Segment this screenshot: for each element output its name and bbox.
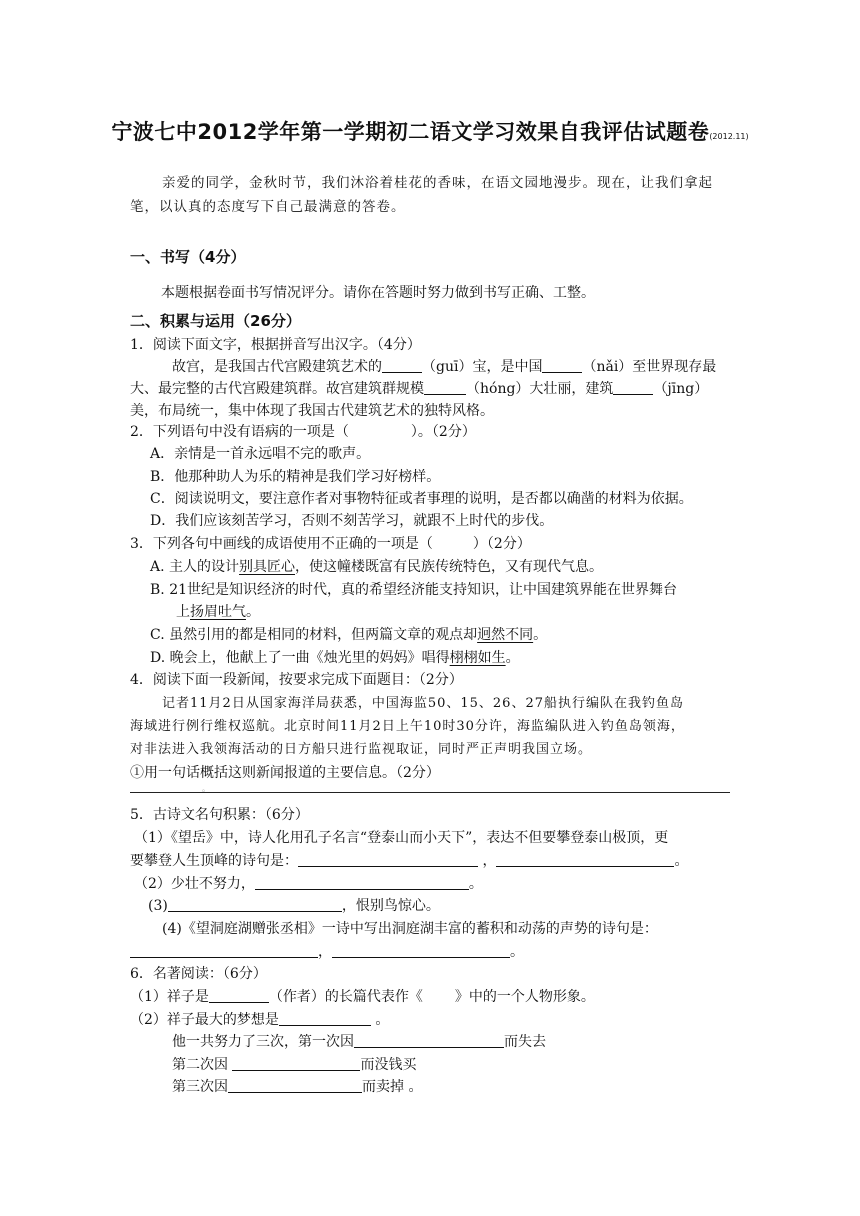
q6-item-1-c: 》中的一个人物形象。 [454,989,595,1005]
q3-option-c [150,624,547,646]
q1-text-1c: （nǎi）至世界现存最 [582,359,717,375]
q5-stem: 5．古诗文名句积累：（6分） [130,807,309,823]
q2-stem-a: 2．下列语句中没有语病的一项是（ [130,424,349,440]
q1-text-2b: （hóng）大壮丽，建筑 [466,381,614,397]
q6-item-2-b: 。 [375,1012,390,1028]
q2-stem [130,421,476,443]
q6-line-1-b: 而失去 [504,1034,546,1050]
q2-stem-b: ）。（2分） [410,424,476,440]
q3-d-idiom: 栩栩如生 [449,650,506,666]
q5-item-1-lead: 要攀登人生顶峰的诗句是： [130,853,298,869]
q5-item-2: （2）少壮不努力， 。 [134,873,483,895]
q5-item-1-answer: 要攀登人生顶峰的诗句是： ， 。 [130,850,688,872]
q6-line-2-a: 第二次因 [172,1057,228,1073]
q1-line-1 [172,356,716,378]
q6-item-1-b: （作者）的长篇代表作《 [268,989,423,1005]
q1-stem: 1．阅读下面文字，根据拼音写出汉字。（4分） [130,337,421,353]
exam-title [60,116,800,146]
q5-item-3-tail: ，恨别鸟惊心。 [341,898,440,914]
q5-blank-4b[interactable] [332,941,510,958]
q5-blank-2[interactable] [255,873,469,890]
q3-option-b-line-2 [176,601,260,623]
q5-item-3-lead: (3) [148,898,168,914]
q4-answer-mark: 。 [202,784,210,793]
q6-blank-second[interactable] [232,1054,360,1071]
q5-item-1: （1）《望岳》中，诗人化用孔子名言“登泰山而小天下”，表达不但要攀登泰山极顶，更 [134,830,669,846]
q3-option-a [150,556,603,578]
q3-c-pre: C. 虽然引用的都是相同的材料，但两篇文章的观点却 [150,627,478,643]
q6-blank-third[interactable] [228,1076,362,1093]
q5-item-4-answer: ， 。 [130,941,524,963]
q5-blank-4a[interactable] [130,941,318,958]
q6-item-2 [130,1009,389,1031]
q2-option-b: B．他那种助人为乐的精神是我们学习好榜样。 [150,469,441,485]
q3-a-pre: A. 主人的设计 [150,559,240,575]
q3-b-post: 。 [246,604,260,620]
intro-line-1: 亲爱的同学，金秋时节，我们沐浴着桂花的香味，在语文园地漫步。现在，让我们拿起 [162,175,713,191]
q6-item-1-a: （1）祥子是 [130,989,209,1005]
q5-item-3 [148,895,440,917]
q5-item-4: (4)《望洞庭湖赠张丞相》一诗中写出洞庭湖丰富的蓄积和动荡的声势的诗句是： [162,921,658,937]
q3-option-d [150,647,520,669]
q1-blank-gui[interactable] [382,356,422,373]
title-text: 宁波七中2012学年第一学期初二语文学习效果自我评估试题卷 [111,120,710,144]
q6-blank-author[interactable] [209,986,269,1003]
q6-line-2 [172,1054,416,1076]
q3-option-b-line-1: B. 21世纪是知识经济的时代，真的希望经济能支持知识，让中国建筑界能在世界舞台 [150,582,678,598]
q3-c-idiom: 迥然不同 [477,627,534,643]
q4-answer-line[interactable] [130,792,730,793]
q2-option-c: C．阅读说明文，要注意作者对事物特征或者事理的说明，是否都以确凿的材料为依据。 [150,491,693,507]
q3-b-pre: 上 [176,604,190,620]
q4-news-line-1: 记者11月2日从国家海洋局获悉，中国海监50、15、26、27船执行编队在我钓鱼岛 [162,696,684,711]
q3-d-pre: D. 晚会上，他献上了一曲《烛光里的妈妈》唱得 [150,650,450,666]
q4-news-line-3: 对非法进入我领海活动的日方船只进行监视取证，同时严正声明我国立场。 [130,742,593,757]
q3-c-post: 。 [533,627,548,643]
q1-text-1a: 故宫，是我国古代宫殿建筑艺术的 [172,359,382,375]
q5-blank-1a[interactable] [298,850,478,867]
q6-item-1 [130,986,595,1008]
q4-news-line-2: 海域进行例行维权巡航。北京时间11月2日上午10时30分许，海监编队进入钓鱼岛领海， [130,719,685,734]
q1-blank-jing[interactable] [613,378,653,395]
q5-blank-1b[interactable] [496,850,674,867]
q1-line-2 [130,378,708,400]
q1-text-1b: （guī）宝，是中国 [422,359,543,375]
q3-stem-b: ）（2分） [472,536,531,552]
q3-a-idiom: 别具匠心 [239,559,296,575]
q6-line-1-a: 他一共努力了三次，第一次因 [172,1034,354,1050]
q1-blank-nai[interactable] [542,356,582,373]
q1-blank-hong[interactable] [424,378,466,395]
q4-sub-question: ①用一句话概括这则新闻报道的主要信息。（2分） [130,765,440,781]
intro-line-2: 笔，以认真的态度写下自己最满意的答卷。 [130,199,406,215]
q2-option-a: A．亲情是一首永远唱不完的歌声。 [150,446,371,462]
q2-option-d: D．我们应该刻苦学习，否则不刻苦学习，就跟不上时代的步伐。 [150,513,554,529]
q1-line-3: 美，布局统一，集中体现了我国古代建筑艺术的独特风格。 [130,403,494,419]
q5-blank-3[interactable] [168,895,342,912]
q3-a-post: ，使这幢楼既富有民族传统特色，又有现代气息。 [295,559,604,575]
section-2-heading: 二、积累与运用（26分） [130,312,301,330]
q5-item-2-lead: （2）少壮不努力， [134,876,255,892]
q6-line-1 [172,1031,546,1053]
q3-d-post: 。 [505,650,520,666]
q6-line-3 [172,1076,422,1098]
q6-blank-first[interactable] [354,1031,504,1048]
q3-b-idiom: 扬眉吐气 [190,604,246,620]
section-1-heading: 一、书写（4分） [130,248,246,266]
section-1-text: 本题根据卷面书写情况评分。请你在答题时努力做到书写正确、工整。 [161,285,595,301]
q3-stem-a: 3．下列各句中画线的成语使用不正确的一项是（ [130,536,433,552]
q6-line-2-b: 而没钱买 [360,1057,417,1073]
q1-text-2a: 大、最完整的古代宫殿建筑群。故宫建筑群规模 [130,381,424,397]
q3-stem [130,533,531,555]
title-date: (2012.11) [709,132,749,141]
q6-blank-dream[interactable] [279,1009,371,1026]
q6-line-3-a: 第三次因 [172,1079,228,1095]
q4-stem: 4．阅读下面一段新闻，按要求完成下面题目：（2分） [130,672,463,688]
q6-stem: 6．名著阅读：（6分） [130,966,267,982]
q1-text-2c: （jīng） [653,381,709,397]
q6-line-3-b: 而卖掉 。 [362,1079,423,1095]
q6-item-2-a: （2）祥子最大的梦想是 [130,1012,279,1028]
